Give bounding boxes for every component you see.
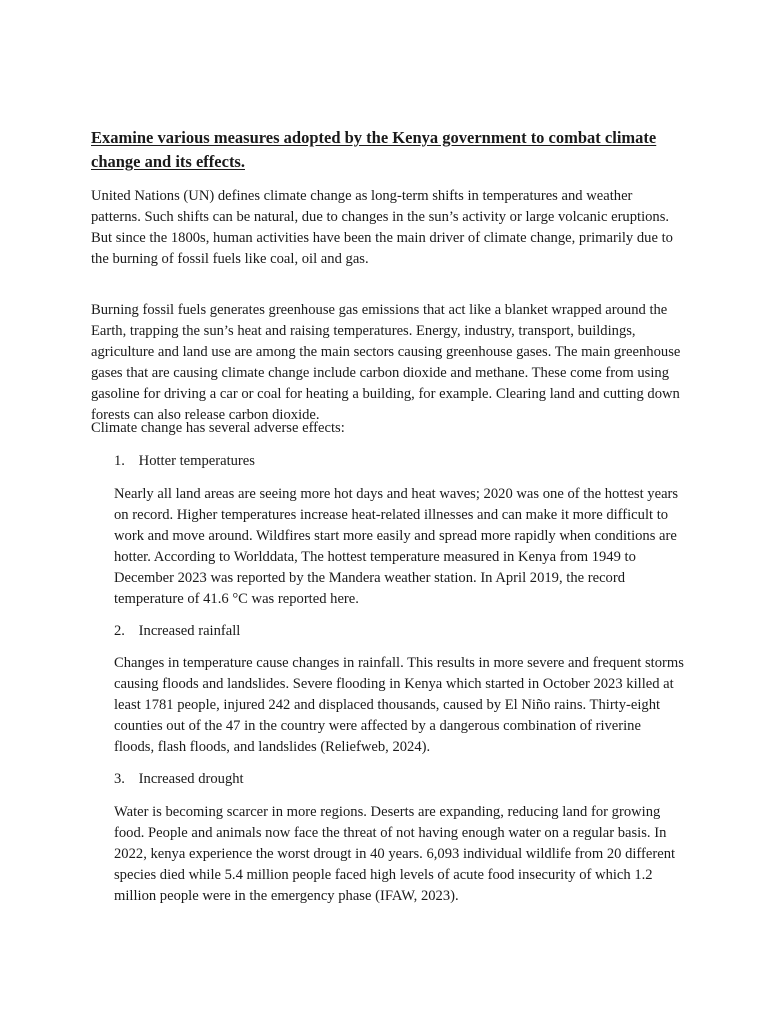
- document-title: Examine various measures adopted by the Kenya government to combat climate change and its effects.: [91, 128, 657, 171]
- list-item-heading: [114, 769, 244, 790]
- list-item-body: Water is becoming scarcer in more regions. Deserts are expanding, reducing land for growing food. People and animals now face the threat of not having enough water on a regular basis. In 2022, kenya experience the worst drougt in 40 years. 6,093 individual wildlife from 20 different species died while 5.4 million people faced high levels of acute food insecurity of which 1.2 million people were in the emergency phase (IFAW, 2023).: [114, 804, 676, 904]
- paragraph-fossil-fuels: Burning fossil fuels generates greenhouse gas emissions that act like a blanket wrapped around the Earth, trapping the sun’s heat and raising temperatures. Energy, industry, transport, buildings, agriculture and land use are among the main sectors causing greenhouse gases. The main greenhouse gases that are causing climate change include carbon dioxide and methane. These come from using gasoline for driving a car or coal for heating a building, for example. Clearing land and cutting down forests can also release carbon dioxide.: [91, 302, 681, 423]
- list-item-number: 3.: [114, 771, 125, 787]
- list-item-number: 2.: [114, 623, 125, 639]
- list-item-title: Increased rainfall: [138, 623, 241, 639]
- list-item-title: Increased drought: [138, 771, 244, 787]
- list-item-heading: [114, 621, 240, 642]
- list-item-heading: [114, 451, 255, 472]
- list-item-body: Nearly all land areas are seeing more hot days and heat waves; 2020 was one of the hottest years on record. Higher temperatures increase heat-related illnesses and can make it more difficult to work and move around. Wildfires start more easily and spread more rapidly when conditions are hotter. According to Worlddata, The hottest temperature measured in Kenya from 1949 to December 2023 was reported by the Mandera weather station. In April 2019, the record temperature of 41.6 °C was reported here.: [114, 486, 679, 607]
- list-item-number: 1.: [114, 453, 125, 469]
- list-item-title: Hotter temperatures: [138, 453, 255, 469]
- paragraph-effects-lead: Climate change has several adverse effects:: [91, 420, 345, 436]
- list-item-body: Changes in temperature cause changes in rainfall. This results in more severe and frequent storms causing floods and landslides. Severe flooding in Kenya which started in October 2023 killed at least 1781 people, injured 242 and displaced thousands, caused by El Niño rains. Thirty-eight counties out of the 47 in the country were affected by a dangerous combination of riverine floods, flash floods, and landslides (Reliefweb, 2024).: [114, 655, 684, 755]
- paragraph-intro: United Nations (UN) defines climate change as long-term shifts in temperatures and weather patterns. Such shifts can be natural, due to changes in the sun’s activity or large volcanic eruptions. But since the 1800s, human activities have been the main driver of climate change, primarily due to the burning of fossil fuels like coal, oil and gas.: [91, 188, 673, 267]
